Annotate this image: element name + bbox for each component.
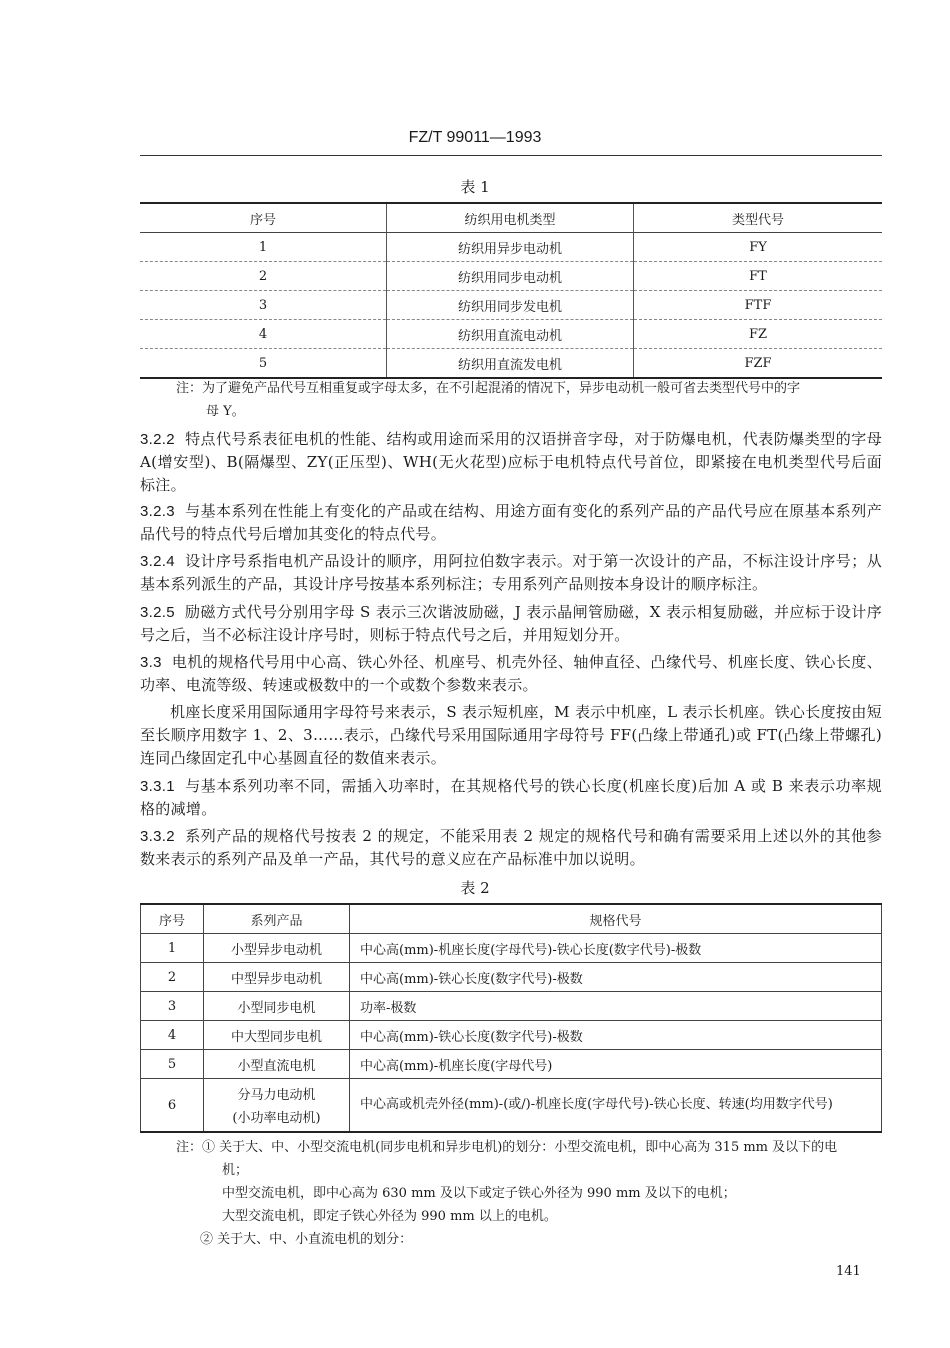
series-name: 分马力电动机 (237, 1088, 316, 1103)
section-text: 励磁方式代号分别用字母 S 表示三次谐波励磁，J 表示晶闸管励磁，X 表示相复励磁，并应标于设计序号之后，当不必标注设计序号时，则标于特点代号之后，并用短划分开。 (140, 603, 882, 644)
table2-note-2: ② 关于大、中、小直流电机的划分： (200, 1232, 413, 1247)
table-cell: 5 (140, 349, 387, 379)
section-3-3-1 (140, 775, 882, 821)
table-row (141, 1021, 882, 1050)
table2-spec-codes (140, 903, 882, 1133)
column-header: 纺织用电机类型 (387, 203, 634, 233)
header-rule (140, 155, 882, 156)
section-3-2-4 (140, 550, 882, 596)
table-cell: 中大型同步电机 (204, 1021, 350, 1050)
table-row (140, 320, 882, 349)
section-3-3-2 (140, 825, 882, 871)
section-3-2-2 (140, 428, 882, 497)
table1-note: 注：为了避免产品代号互相重复或字母太多，在不引起混淆的情况下，异步电动机一般可省去类型代号中的字 (176, 381, 801, 396)
section-3-2-5 (140, 601, 882, 647)
table1-motor-types (140, 202, 882, 379)
table2-note-large: 大型交流电机，即定子铁心外径为 990 mm 以上的电机。 (222, 1209, 557, 1224)
column-header: 类型代号 (634, 203, 883, 233)
table-cell (204, 1079, 350, 1133)
table-cell: 4 (140, 320, 387, 349)
table-cell: FY (634, 233, 883, 262)
column-header: 序号 (141, 904, 204, 934)
table-cell: 纺织用同步电动机 (387, 262, 634, 291)
table-cell: 中心高(mm)-机座长度(字母代号) (350, 1050, 882, 1079)
table-cell: 中心高或机壳外径(mm)-(或/)-机座长度(字母代号)-铁心长度、转速(均用数字代号) (350, 1079, 882, 1133)
section-text: 与基本系列功率不同，需插入功率时，在其规格代号的铁心长度(机座长度)后加 A 或 B 来表示功率规格的减增。 (140, 777, 882, 818)
section-number: 3.2.5 (140, 604, 175, 621)
table-cell: 中心高(mm)-机座长度(字母代号)-铁心长度(数字代号)-极数 (350, 934, 882, 963)
table2-caption: 表 2 (460, 879, 490, 897)
table-cell: 中心高(mm)-铁心长度(数字代号)-极数 (350, 1021, 882, 1050)
table-cell: FT (634, 262, 883, 291)
table2-note-medium: 中型交流电机，即中心高为 630 mm 及以下或定子铁心外径为 990 mm 及以下的电机； (222, 1186, 736, 1201)
table-cell: 纺织用直流发电机 (387, 349, 634, 379)
table-cell: FZF (634, 349, 883, 379)
table-cell: 2 (141, 963, 204, 992)
table-cell: 5 (141, 1050, 204, 1079)
section-3-2-3 (140, 500, 882, 546)
table-row (141, 963, 882, 992)
section-text: 与基本系列在性能上有变化的产品或在结构、用途方面有变化的系列产品的产品代号应在原基本系列产品代号的特点代号后增加其变化的特点代号。 (140, 502, 882, 543)
table-cell: 纺织用同步发电机 (387, 291, 634, 320)
table-cell: 小型同步电机 (204, 992, 350, 1021)
section-number: 3.2.4 (140, 553, 175, 570)
section-number: 3.3.2 (140, 828, 175, 845)
table-row (141, 934, 882, 963)
table-cell: 小型异步电动机 (204, 934, 350, 963)
table-row (141, 1079, 882, 1133)
table-row (140, 291, 882, 320)
section-3-3 (140, 651, 882, 697)
table-cell: 中心高(mm)-铁心长度(数字代号)-极数 (350, 963, 882, 992)
section-number: 3.2.2 (140, 431, 175, 448)
table-cell: 功率-极数 (350, 992, 882, 1021)
table-cell: 4 (141, 1021, 204, 1050)
table-cell: 3 (141, 992, 204, 1021)
table2-note-1-cont: 机； (222, 1163, 249, 1178)
table-cell: 1 (141, 934, 204, 963)
section-text: 电机的规格代号用中心高、铁心外径、机座号、机壳外径、轴伸直径、凸缘代号、机座长度、铁心长度、功率、电流等级、转速或极数中的一个或数个参数来表示。 (140, 653, 882, 694)
table-cell: 纺织用异步电动机 (387, 233, 634, 262)
column-header: 系列产品 (204, 904, 350, 934)
table-cell: 纺织用直流电动机 (387, 320, 634, 349)
table-cell: 1 (140, 233, 387, 262)
section-number: 3.3.1 (140, 778, 175, 795)
table-cell: 2 (140, 262, 387, 291)
table-row (141, 1050, 882, 1079)
table-cell: 6 (141, 1079, 204, 1133)
table2-note-1: 注：① 关于大、中、小型交流电机(同步电机和异步电机)的划分：小型交流电机，即中心高为 315 mm 及以下的电 (176, 1140, 838, 1155)
section-number: 3.2.3 (140, 503, 175, 520)
table1-note-continuation: 母 Y。 (206, 404, 245, 419)
table-cell: 小型直流电机 (204, 1050, 350, 1079)
table-cell: FZ (634, 320, 883, 349)
section-number: 3.3 (140, 654, 162, 671)
table-row (140, 233, 882, 262)
section-text: 系列产品的规格代号按表 2 的规定，不能采用表 2 规定的规格代号和确有需要采用上述以外的其他参数来表示的系列产品及单一产品，其代号的意义应在产品标准中加以说明。 (140, 827, 882, 868)
section-3-3-paragraph: 机座长度采用国际通用字母符号来表示，S 表示短机座，M 表示中机座，L 表示长机座。铁心长度按由短至长顺序用数字 1、2、3……表示，凸缘代号采用国际通用字母符号 FF(凸缘上带通孔)或 FT(凸缘上带螺孔)连同凸缘固定孔中心基圆直径的数值来表示。 (140, 703, 882, 767)
table-header-row (140, 203, 882, 233)
standard-code-header: FZ/T 99011—1993 (408, 129, 542, 146)
column-header: 规格代号 (350, 904, 882, 934)
series-name-alt: (小功率电动机) (232, 1111, 321, 1126)
table-header-row (141, 904, 882, 934)
table-row (140, 349, 882, 379)
table1-caption: 表 1 (460, 178, 490, 196)
section-text: 特点代号系表征电机的性能、结构或用途而采用的汉语拼音字母，对于防爆电机，代表防爆类型的字母 A(增安型)、B(隔爆型、ZY(正压型)、WH(无火花型)应标于电机特点代号首位，即紧接在电机类型代号后面标注。 (140, 430, 882, 494)
section-text: 设计序号系指电机产品设计的顺序，用阿拉伯数字表示。对于第一次设计的产品，不标注设计序号；从基本系列派生的产品，其设计序号按基本系列标注；专用系列产品则按本身设计的顺序标注。 (140, 552, 882, 593)
column-header: 序号 (140, 203, 387, 233)
page-number: 141 (836, 1264, 861, 1279)
table-row (140, 262, 882, 291)
table-cell: 3 (140, 291, 387, 320)
table-cell: 中型异步电动机 (204, 963, 350, 992)
table-row (141, 992, 882, 1021)
table-cell: FTF (634, 291, 883, 320)
